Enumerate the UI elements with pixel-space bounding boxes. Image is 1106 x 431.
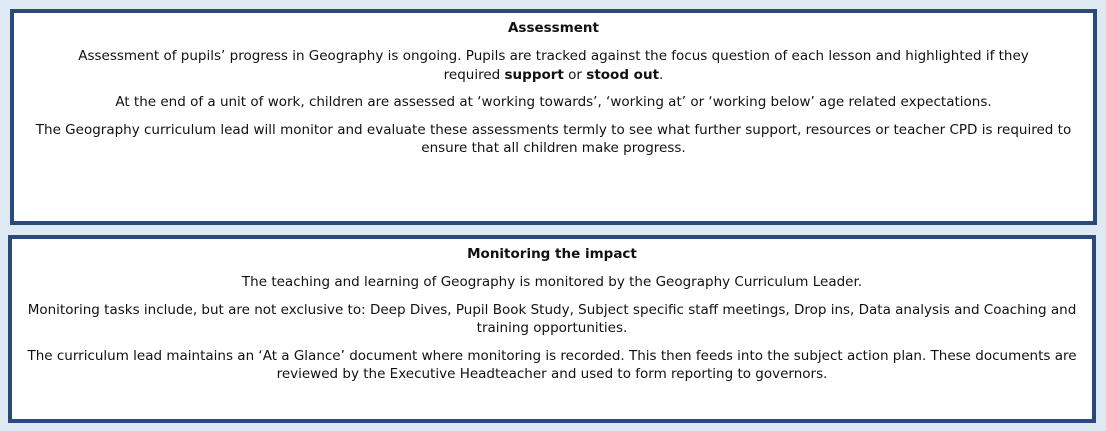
assessment-p1-bold-stood-out: stood out [586,66,660,83]
assessment-p1-mid: or [563,66,587,83]
assessment-p1-text: Assessment of pupils’ progress in Geography is ongoing. Pupils are tracked against the focus question of each lesson and highlighted if they [78,48,1029,64]
assessment-title: Assessment [507,20,600,36]
monitoring-paragraph-3: The curriculum lead maintains an ‘At a Glance’ document where monitoring is recorded. This then feeds into the subject action plan. These documents are reviewed by the Executive Headteacher and used to form reporting to governors. [27,347,1077,382]
assessment-panel [10,9,1097,225]
assessment-paragraph-2: At the end of a unit of work, children are assessed at ‘working towards’, ‘working at’ or ‘working below’ age related expectations. [115,94,992,110]
assessment-paragraph-3: The Geography curriculum lead will monitor and evaluate these assessments termly to see what further support, resources or teacher CPD is required to ensure that all children make progress. [35,121,1072,156]
assessment-p1-bold-support: support [504,66,564,83]
monitoring-paragraph-1: The teaching and learning of Geography is monitored by the Geography Curriculum Leader. [241,274,863,290]
assessment-p1-line2: required [443,66,505,83]
monitoring-paragraph-2: Monitoring tasks include, but are not exclusive to: Deep Dives, Pupil Book Study, Subject specific staff meetings, Drop ins, Data analysis and Coaching and training opportunities. [27,301,1077,336]
monitoring-panel [8,235,1096,423]
monitoring-title: Monitoring the impact [467,246,637,262]
assessment-p1-end: . [659,66,664,83]
assessment-paragraph-1 [28,47,1079,84]
